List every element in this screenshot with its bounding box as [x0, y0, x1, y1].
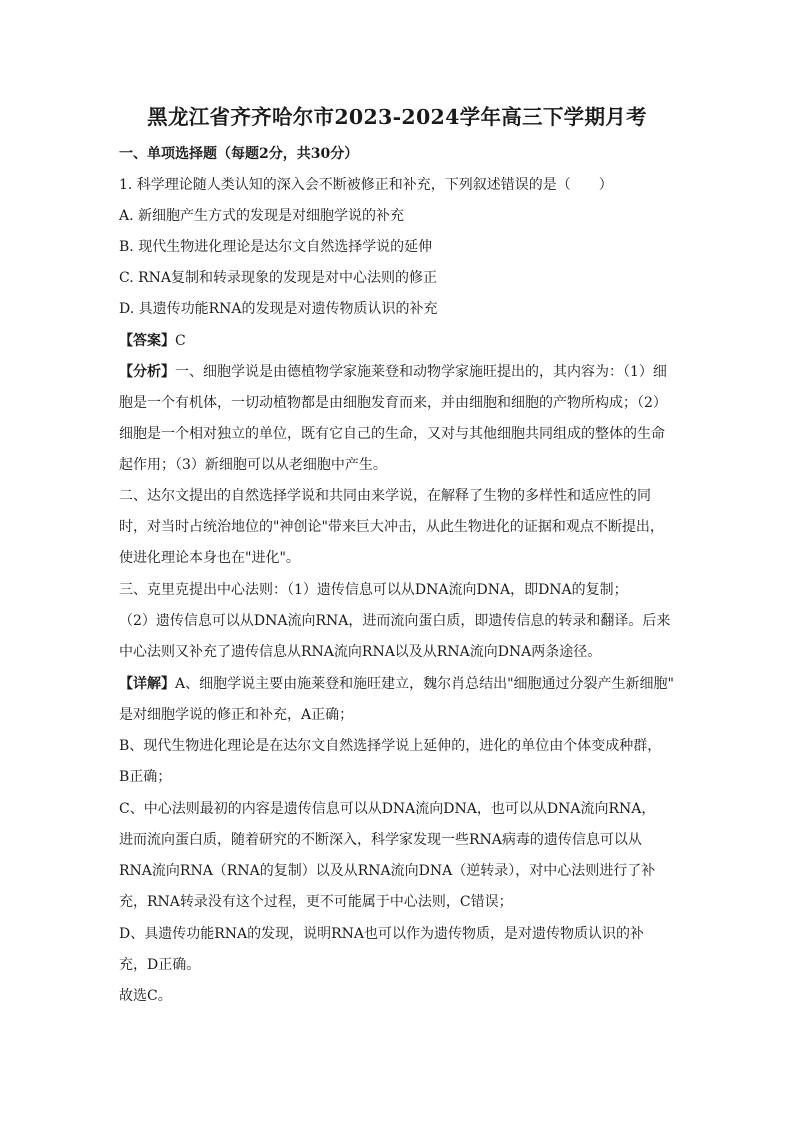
detail-line: 进而流向蛋白质，随着研究的不断深入，科学家发现一些RNA病毒的遗传信息可以从 [119, 832, 642, 848]
question-stem: 1. 科学理论随人类认知的深入会不断被修正和补充，下列叙述错误的是（ ） [119, 177, 613, 193]
answer-label: 【答案】 [119, 333, 175, 349]
section-heading: 一、单项选择题（每题2分，共30分） [119, 146, 359, 162]
detail-line: C、中心法则最初的内容是遗传信息可以从DNA流向DNA，也可以从DNA流向RNA， [119, 801, 656, 817]
analysis-line: 二、达尔文提出的自然选择学说和共同由来学说，在解释了生物的多样性和适应性的同 [119, 488, 651, 504]
document-title: 黑龙江省齐齐哈尔市2023-2024学年高三下学期月考 [147, 105, 647, 129]
option-a: A. 新细胞产生方式的发现是对细胞学说的补充 [119, 208, 405, 224]
detail-text: A、细胞学说主要由施莱登和施旺建立，魏尔肖总结出"细胞通过分裂产生新细胞" [175, 676, 674, 692]
analysis-line: 时，对当时占统治地位的"神创论"带来巨大冲击，从此生物进化的证据和观点不断提出， [119, 519, 664, 535]
detail-line: 是对细胞学说的修正和补充，A正确； [119, 707, 354, 723]
conclusion: 故选C。 [119, 988, 172, 1004]
detail-line: RNA流向RNA（RNA的复制）以及从RNA流向DNA（逆转录），对中心法则进行了补 [119, 863, 656, 879]
analysis-line [119, 362, 679, 382]
analysis-line: 三、克里克提出中心法则：（1）遗传信息可以从DNA流向DNA，即DNA的复制； [119, 582, 628, 598]
detail-line: 充，D正确。 [119, 957, 201, 973]
analysis-line: （2）遗传信息可以从DNA流向RNA，进而流向蛋白质，即遗传信息的转录和翻译。后来 [119, 613, 671, 629]
answer-line [119, 331, 679, 351]
analysis-line: 细胞是一个相对独立的单位，既有它自己的生命，又对与其他细胞共同组成的整体的生命 [119, 426, 665, 442]
analysis-text: 一、细胞学说是由德植物学家施莱登和动物学家施旺提出的，其内容为：（1）细 [175, 364, 667, 380]
option-b: B. 现代生物进化理论是达尔文自然选择学说的延伸 [119, 239, 433, 255]
detail-line: 充，RNA转录没有这个过程，更不可能属于中心法则，C错误； [119, 894, 513, 910]
analysis-line: 胞是一个有机体，一切动植物都是由细胞发育而来，并由细胞和细胞的产物所构成；（2） [119, 395, 667, 411]
analysis-label: 【分析】 [119, 364, 175, 380]
analysis-line: 中心法则又补充了遗传信息从RNA流向RNA以及从RNA流向DNA两条途径。 [119, 644, 602, 660]
analysis-line: 使进化理论本身也在"进化"。 [119, 550, 300, 566]
option-d: D. 具遗传功能RNA的发现是对遗传物质认识的补充 [119, 301, 438, 317]
answer-value: C [175, 333, 186, 349]
detail-label: 【详解】 [119, 676, 175, 692]
detail-line: B正确； [119, 769, 172, 785]
analysis-line: 起作用；（3）新细胞可以从老细胞中产生。 [119, 457, 387, 473]
detail-line: B、现代生物进化理论是在达尔文自然选择学说上延伸的，进化的单位由个体变成种群， [119, 738, 662, 754]
detail-line: D、具遗传功能RNA的发现，说明RNA也可以作为遗传物质，是对遗传物质认识的补 [119, 926, 645, 942]
option-c: C. RNA复制和转录现象的发现是对中心法则的修正 [119, 270, 438, 286]
detail-line [119, 674, 679, 694]
